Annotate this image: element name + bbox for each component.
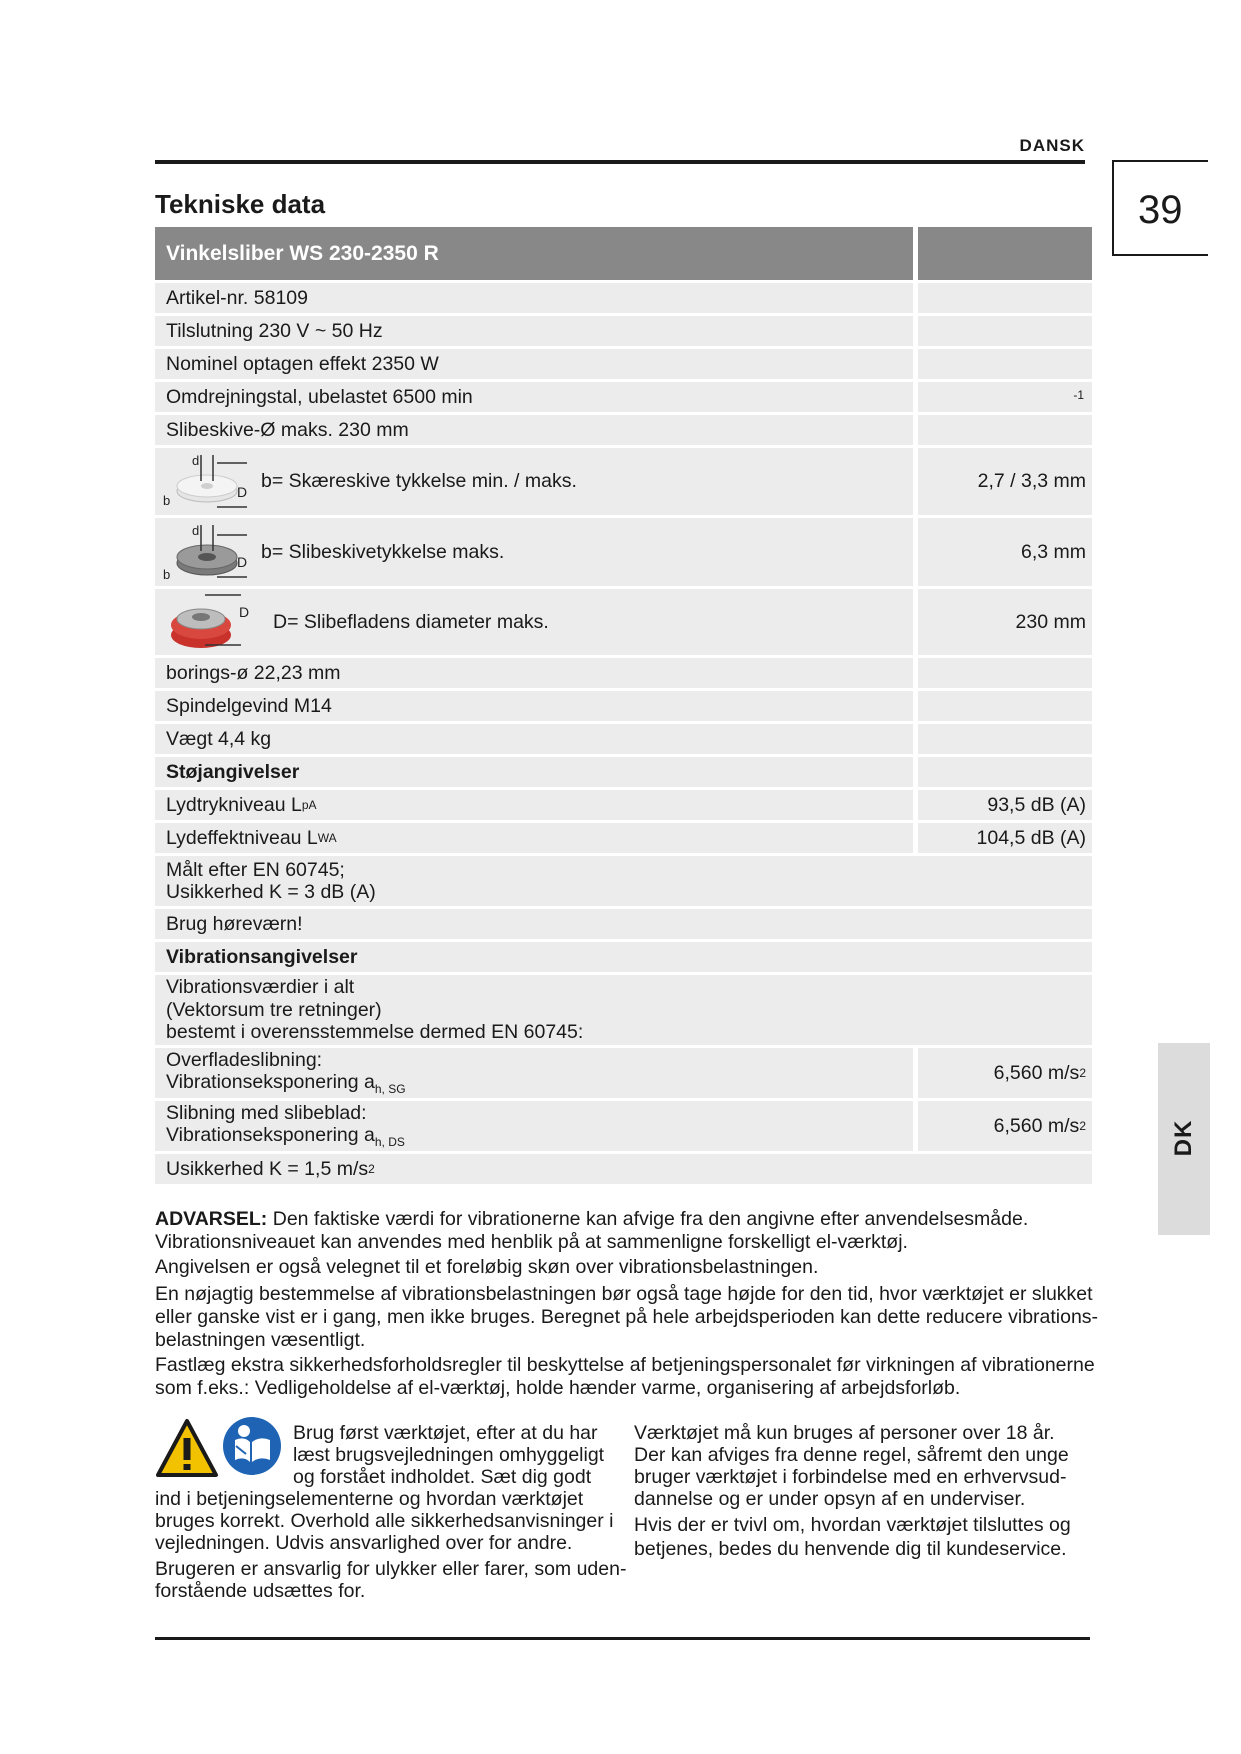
table-row	[155, 349, 1092, 379]
superscript: 2	[368, 1162, 375, 1176]
warning-label: ADVARSEL:	[155, 1208, 268, 1230]
superscript: 2	[1079, 1119, 1086, 1133]
spec-value	[918, 691, 1092, 721]
left-col-line: og forstået indholdet. Sæt dig godt	[293, 1466, 592, 1488]
left-col-line: forstående udsættes for.	[155, 1580, 366, 1602]
warning-line: Angivelsen er også velegnet til et foreløbig skøn over vibrationsbelastningen.	[155, 1256, 819, 1278]
spec-value	[918, 757, 1092, 787]
right-col-line: Der kan afviges fra denne regel, såfremt den unge	[634, 1444, 1069, 1466]
page-number: 39	[1138, 188, 1183, 232]
product-name: Vinkelsliber WS 230-2350 R	[155, 227, 913, 280]
warning-line: Vibrationsniveauet kan anvendes med henblik på at sammenligne forskelligt el-værktøj.	[155, 1231, 908, 1253]
language-side-tab-label: DK	[1170, 1119, 1197, 1157]
left-col-line: bruges korrekt. Overhold alle sikkerhedsanvisninger i	[155, 1510, 614, 1532]
spec-label: Slibeskive-Ø maks. 230 mm	[155, 415, 913, 445]
spec-label: Lydtrykniveau L	[166, 793, 302, 816]
spec-value: 6,3 mm	[918, 518, 1092, 586]
table-row	[155, 382, 1092, 412]
spec-label: Slibning med slibeblad:	[166, 1101, 367, 1124]
page-title: Tekniske data	[155, 189, 326, 219]
spec-value: 6,560 m/s	[993, 1061, 1080, 1084]
spec-value	[918, 658, 1092, 688]
spec-label: Tilslutning 230 V ~ 50 Hz	[155, 316, 913, 346]
spec-label: Lydeffektniveau L	[166, 826, 318, 849]
spec-value	[918, 415, 1092, 445]
spec-label: D= Slibefladens diameter maks.	[273, 610, 549, 633]
subscript: h, DS	[374, 1135, 405, 1150]
table-row	[155, 589, 1092, 655]
right-col-line: Værktøjet må kun bruges af personer over 18 år.	[634, 1422, 1055, 1444]
read-manual-icon	[222, 1416, 282, 1476]
spec-value: 6,560 m/s	[993, 1114, 1080, 1137]
vibration-intro-line: bestemt i overensstemmelse dermed EN 60745:	[166, 1021, 584, 1044]
spec-value	[918, 316, 1092, 346]
table-row	[155, 1048, 1092, 1098]
language-label: DANSK	[1019, 136, 1085, 155]
paragraph-line: En nøjagtig bestemmelse af vibrationsbelastningen bør også tage højde for den tid, hvor værktøjet er slukket	[155, 1283, 1093, 1305]
spec-value	[918, 283, 1092, 313]
superscript: 2	[1079, 1066, 1086, 1080]
table-row	[155, 283, 1092, 313]
header-empty-cell	[918, 227, 1092, 280]
svg-text:b: b	[163, 492, 171, 508]
table-row	[155, 724, 1092, 754]
table-row	[155, 757, 1092, 787]
paragraph-line: belastningen væsentligt.	[155, 1329, 366, 1351]
table-row	[155, 415, 1092, 445]
spec-label: Overfladeslibning:	[166, 1048, 323, 1071]
table-row	[155, 1101, 1092, 1151]
table-header-row	[155, 227, 1092, 280]
unit-superscript: -1	[1073, 388, 1084, 402]
top-rule	[155, 160, 1085, 164]
spec-value	[918, 724, 1092, 754]
spec-value: 104,5 dB (A)	[918, 823, 1092, 853]
svg-text:D: D	[237, 554, 247, 570]
spec-label: Omdrejningstal, ubelastet 6500 min	[155, 382, 913, 412]
cutting-disc-icon	[161, 451, 247, 513]
paragraph-line: eller ganske vist er i gang, men ikke bruges. Beregnet på hele arbejdsperioden kan dette reducere vibrations-	[155, 1306, 1099, 1328]
right-col-line: Hvis der er tvivl om, hvordan værktøjet tilsluttes og	[634, 1514, 1071, 1536]
right-col-line: betjenes, bedes du henvende dig til kundeservice.	[634, 1538, 1067, 1560]
left-col-line: læst brugsvejledningen omhyggeligt	[293, 1444, 605, 1466]
spec-value: 2,7 / 3,3 mm	[918, 448, 1092, 515]
table-row	[155, 1154, 1092, 1184]
spec-label: borings-ø 22,23 mm	[155, 658, 913, 688]
left-col-line: Brugeren er ansvarlig for ulykker eller farer, som uden-	[155, 1558, 627, 1580]
measured-line: Målt efter EN 60745;	[166, 858, 345, 881]
table-row	[155, 790, 1092, 820]
warning-triangle-icon	[155, 1418, 219, 1478]
table-row	[155, 316, 1092, 346]
table-row	[155, 448, 1092, 515]
spec-label: b= Slibeskivetykkelse maks.	[261, 540, 505, 563]
spec-value	[918, 349, 1092, 379]
subscript: h, SG	[374, 1082, 406, 1097]
left-col-line: Brug først værktøjet, efter at du har	[293, 1422, 598, 1444]
vibration-intro-line: Vibrationsværdier i alt	[166, 976, 355, 999]
table-row	[155, 909, 1092, 939]
uncertainty-label: Usikkerhed K = 1,5 m/s	[166, 1157, 369, 1180]
paragraph-line: Fastlæg ekstra sikkerhedsforholdsregler til beskyttelse af betjeningspersonalet før virkningen af vibrationerne	[155, 1354, 1095, 1376]
table-row	[155, 658, 1092, 688]
table-row	[155, 691, 1092, 721]
spec-label: Nominel optagen effekt 2350 W	[155, 349, 913, 379]
wire-brush-icon	[161, 591, 253, 653]
svg-text:b: b	[163, 567, 171, 582]
table-row	[155, 823, 1092, 853]
spec-label: Vibrationseksponering a	[166, 1071, 375, 1094]
svg-text:d: d	[192, 523, 200, 538]
warning-line: ADVARSEL: Den faktiske værdi for vibrationerne kan afvige fra den angivne efter anvendelsesmåde.	[155, 1208, 1029, 1230]
technical-data-table	[155, 227, 1092, 1187]
svg-text:D: D	[239, 604, 250, 620]
subscript: pA	[301, 798, 317, 812]
table-row	[155, 975, 1092, 1045]
grinding-disc-icon	[161, 521, 247, 583]
bottom-rule	[155, 1637, 1090, 1640]
uncertainty-line: Usikkerhed K = 3 dB (A)	[166, 881, 376, 903]
svg-text:d: d	[192, 452, 200, 468]
svg-text:D: D	[237, 483, 247, 500]
table-row	[155, 942, 1092, 972]
subscript: WA	[317, 831, 337, 845]
paragraph-line: som f.eks.: Vedligeholdelse af el-værktøj, holde hænder varme, organisering af arbejdsforløb.	[155, 1377, 961, 1399]
spec-value: 93,5 dB (A)	[918, 790, 1092, 820]
spec-label: b= Skæreskive tykkelse min. / maks.	[261, 470, 577, 492]
spec-label: Artikel-nr. 58109	[155, 283, 913, 313]
left-col-line: vejledningen. Udvis ansvarlighed over for andre.	[155, 1532, 573, 1554]
spec-value	[918, 382, 1092, 412]
spec-value: 230 mm	[918, 589, 1092, 655]
left-col-line: ind i betjeningselementerne og hvordan værktøjet	[155, 1488, 584, 1510]
table-row	[155, 856, 1092, 906]
spec-label: Vibrationseksponering a	[166, 1124, 375, 1147]
vibration-heading: Vibrationsangivelser	[155, 942, 1092, 972]
vibration-intro-line: (Vektorsum tre retninger)	[166, 998, 382, 1021]
hearing-protection-note: Brug høreværn!	[155, 909, 1092, 939]
noise-heading: Støjangivelser	[155, 757, 913, 787]
right-col-line: dannelse og er under opsyn af en underviser.	[634, 1488, 1026, 1510]
table-row	[155, 518, 1092, 586]
right-col-line: bruger værktøjet i forbindelse med en erhvervsud-	[634, 1466, 1067, 1488]
spec-label: Spindelgevind M14	[155, 691, 913, 721]
spec-label: Vægt 4,4 kg	[155, 724, 913, 754]
